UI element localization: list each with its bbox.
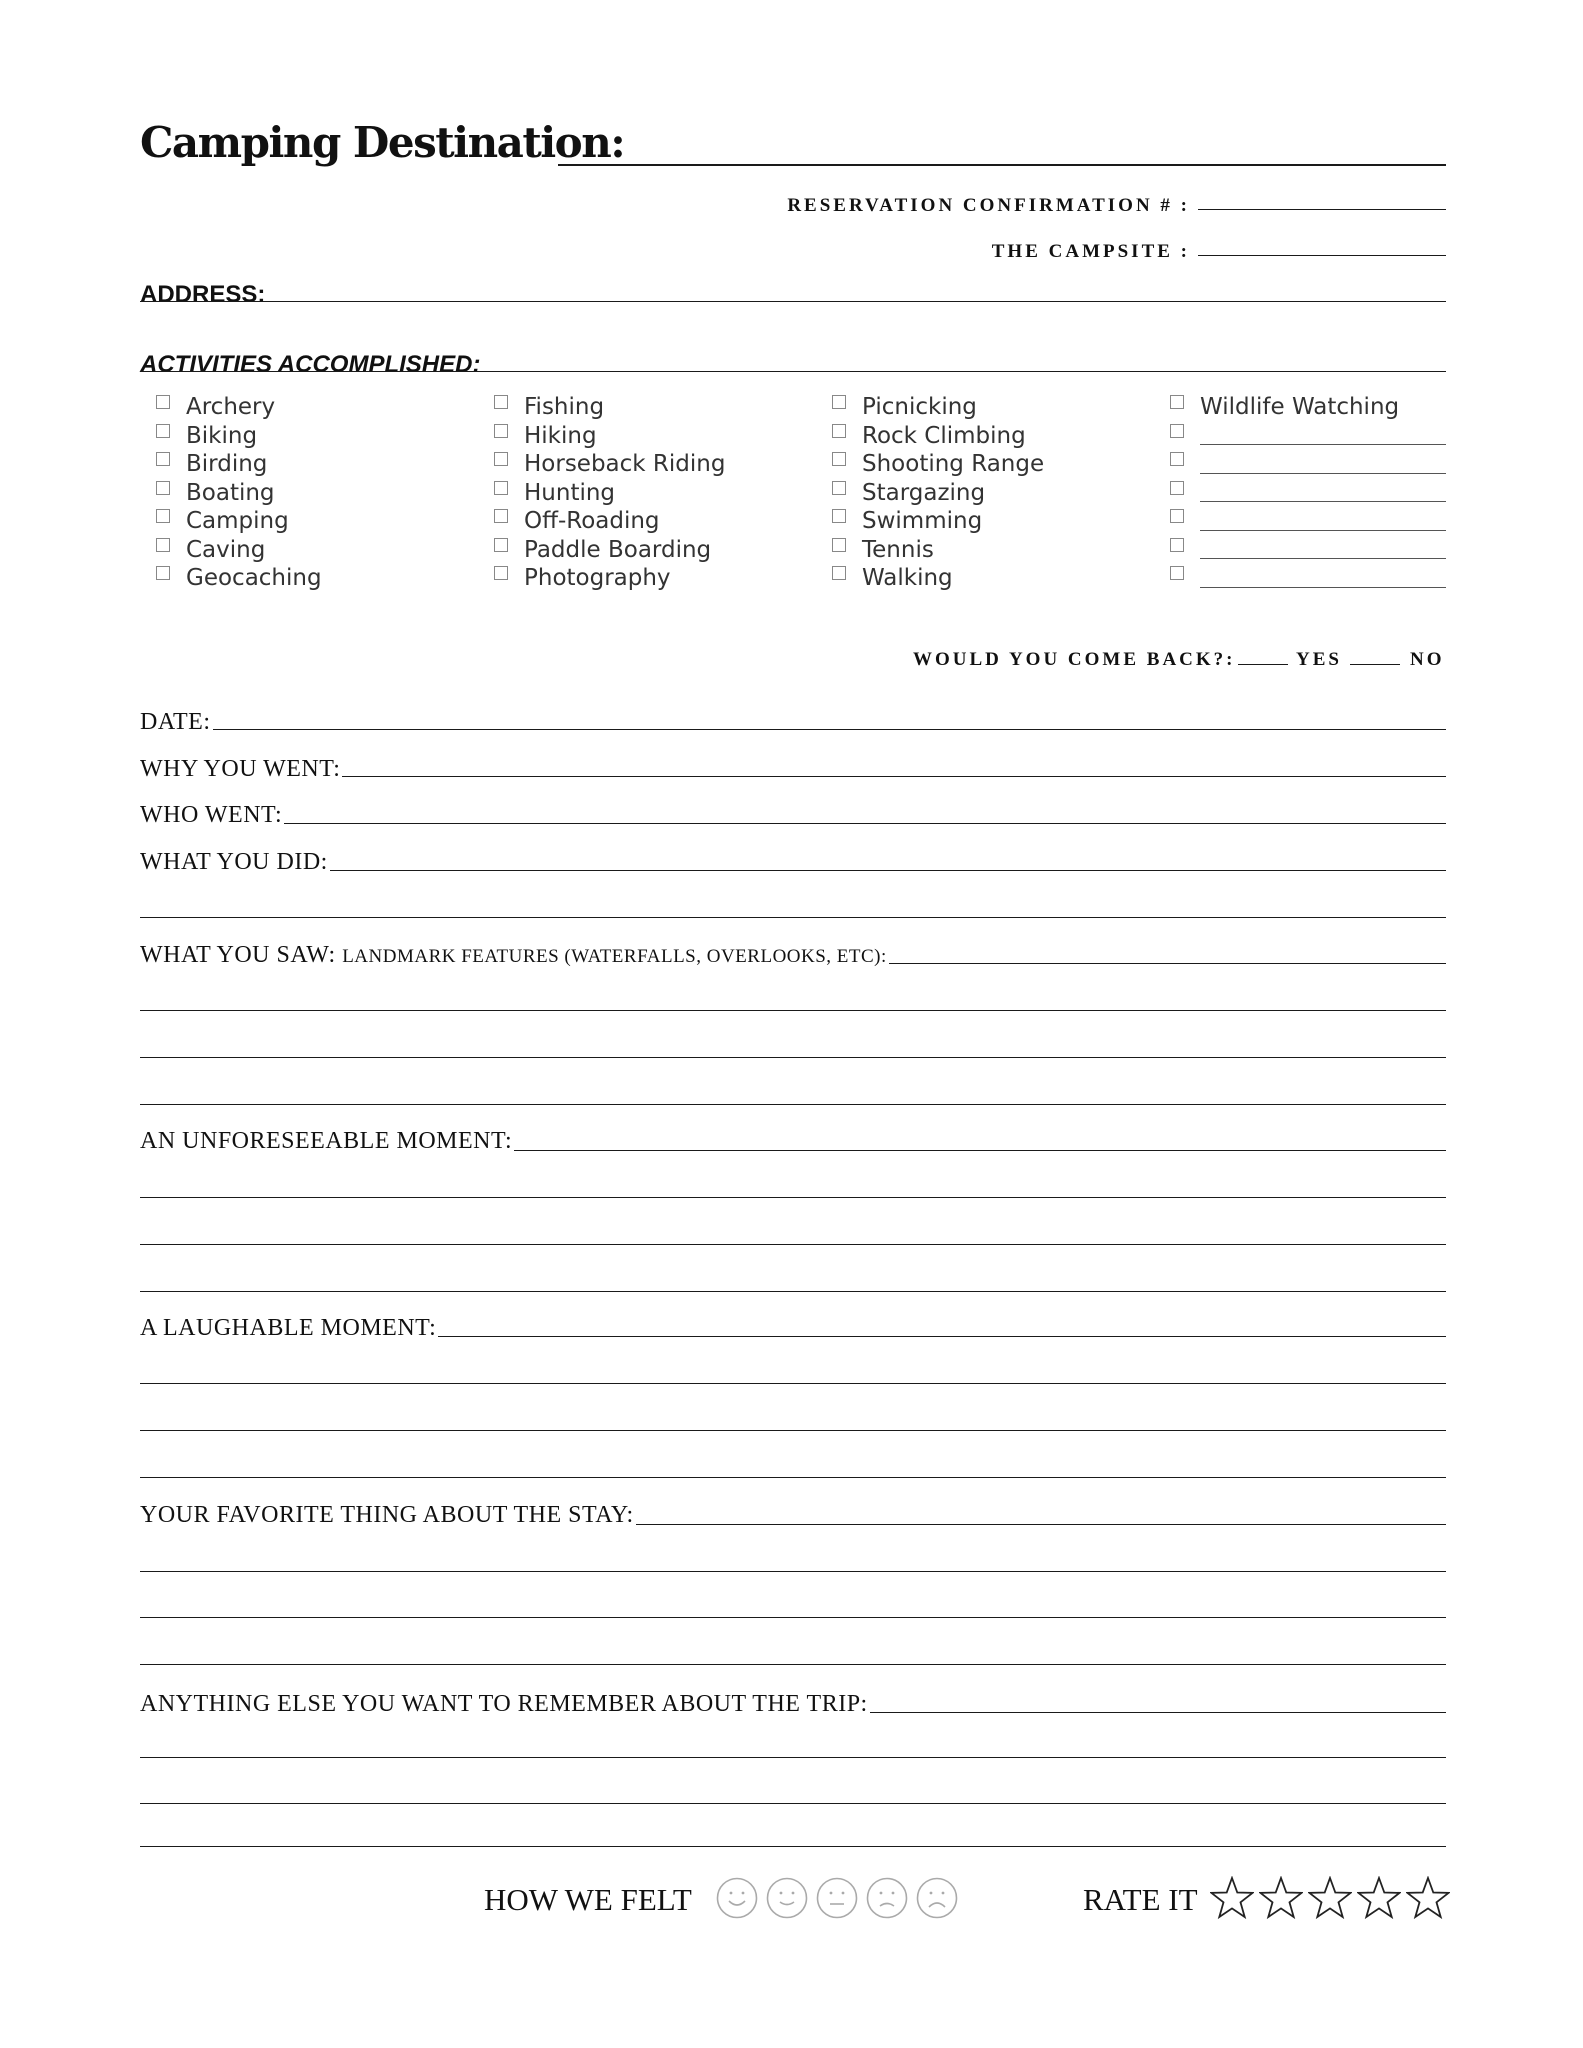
checkbox[interactable] <box>832 395 846 409</box>
checkbox[interactable] <box>156 538 170 552</box>
activity-item[interactable]: Off-Roading <box>478 507 778 536</box>
writing-line[interactable] <box>140 870 1446 871</box>
smile-face-icon[interactable] <box>766 1877 808 1919</box>
writing-line[interactable] <box>140 1057 1446 1058</box>
campsite-label: THE CAMPSITE : <box>991 241 1190 262</box>
why-went-label: WHY YOU WENT: <box>140 756 341 782</box>
writing-line[interactable] <box>140 1104 1446 1105</box>
star-icon[interactable] <box>1259 1876 1303 1920</box>
activity-item[interactable]: Archery <box>140 393 440 422</box>
checkbox[interactable] <box>832 509 846 523</box>
activity-item[interactable]: Hiking <box>478 422 778 451</box>
checkbox[interactable] <box>832 566 846 580</box>
checkbox[interactable] <box>832 424 846 438</box>
what-saw-title: WHAT YOU SAW: <box>140 942 336 968</box>
activity-item[interactable]: Swimming <box>816 507 1116 536</box>
custom-activity-item[interactable] <box>1154 507 1454 536</box>
sad-face-icon[interactable] <box>866 1877 908 1919</box>
checkbox[interactable] <box>156 395 170 409</box>
custom-activity-line[interactable] <box>1200 455 1446 474</box>
checkbox[interactable] <box>1170 481 1184 495</box>
address-label: ADDRESS: <box>140 281 266 308</box>
writing-line[interactable] <box>140 1291 1446 1292</box>
reservation-label: RESERVATION CONFIRMATION # : <box>787 195 1190 216</box>
activity-item[interactable]: Hunting <box>478 479 778 508</box>
come-back-label: WOULD YOU COME BACK?: <box>913 649 1236 670</box>
unforeseeable-label: AN UNFORESEEABLE MOMENT: <box>140 1128 513 1154</box>
frown-face-icon[interactable] <box>916 1877 958 1919</box>
writing-line[interactable] <box>140 1571 1446 1572</box>
activities-column-2 <box>478 393 778 593</box>
activity-item[interactable]: Caving <box>140 536 440 565</box>
checkbox[interactable] <box>494 566 508 580</box>
activity-item[interactable]: Geocaching <box>140 564 440 593</box>
activity-item[interactable]: Camping <box>140 507 440 536</box>
checkbox[interactable] <box>494 395 508 409</box>
what-saw-label <box>140 943 889 967</box>
activity-item[interactable]: Stargazing <box>816 479 1116 508</box>
writing-line[interactable] <box>140 917 1446 918</box>
writing-line[interactable] <box>140 1197 1446 1198</box>
custom-activity-item[interactable] <box>1154 564 1454 593</box>
checkbox[interactable] <box>156 424 170 438</box>
activity-item[interactable]: Paddle Boarding <box>478 536 778 565</box>
star-icon[interactable] <box>1357 1876 1401 1920</box>
checkbox[interactable] <box>1170 566 1184 580</box>
writing-line[interactable] <box>140 1846 1446 1847</box>
checkbox[interactable] <box>494 452 508 466</box>
activity-item[interactable]: Tennis <box>816 536 1116 565</box>
rate-it-label: RATE IT <box>1083 1882 1198 1917</box>
writing-line[interactable] <box>140 729 1446 730</box>
yes-label: YES <box>1296 649 1342 670</box>
custom-activity-item[interactable] <box>1154 422 1454 451</box>
reservation-line[interactable] <box>1198 209 1446 210</box>
writing-line[interactable] <box>140 823 1446 824</box>
star-icon[interactable] <box>1210 1876 1254 1920</box>
checkbox[interactable] <box>156 452 170 466</box>
who-went-label: WHO WENT: <box>140 802 283 828</box>
writing-line[interactable] <box>140 1664 1446 1665</box>
how-we-felt-label: HOW WE FELT <box>484 1882 692 1917</box>
custom-activity-line[interactable] <box>1200 512 1446 531</box>
what-did-label: WHAT YOU DID: <box>140 849 328 875</box>
custom-activity-line[interactable] <box>1200 540 1446 559</box>
checkbox[interactable] <box>494 509 508 523</box>
writing-line[interactable] <box>140 1430 1446 1431</box>
custom-activity-item[interactable] <box>1154 479 1454 508</box>
campsite-line[interactable] <box>1198 255 1446 256</box>
writing-line[interactable] <box>140 1383 1446 1384</box>
star-icon[interactable] <box>1406 1876 1450 1920</box>
checkbox[interactable] <box>1170 395 1184 409</box>
activity-item[interactable]: Boating <box>140 479 440 508</box>
activities-line <box>140 371 1446 372</box>
custom-activity-line[interactable] <box>1200 483 1446 502</box>
activity-item[interactable]: Biking <box>140 422 440 451</box>
checkbox[interactable] <box>156 566 170 580</box>
happy-face-icon[interactable] <box>716 1877 758 1919</box>
checkbox[interactable] <box>156 509 170 523</box>
address-line[interactable] <box>140 301 1446 302</box>
activity-item[interactable]: Horseback Riding <box>478 450 778 479</box>
destination-line[interactable] <box>558 164 1446 166</box>
custom-activity-line[interactable] <box>1200 426 1446 445</box>
checkbox[interactable] <box>494 538 508 552</box>
custom-activity-line[interactable] <box>1200 569 1446 588</box>
writing-line[interactable] <box>140 1757 1446 1758</box>
activity-item[interactable]: Birding <box>140 450 440 479</box>
writing-line[interactable] <box>140 1617 1446 1618</box>
checkbox[interactable] <box>832 538 846 552</box>
checkbox[interactable] <box>1170 509 1184 523</box>
anything-else-label: ANYTHING ELSE YOU WANT TO REMEMBER ABOUT THE TRIP: <box>140 1691 868 1717</box>
activity-item[interactable]: Rock Climbing <box>816 422 1116 451</box>
custom-activity-item[interactable] <box>1154 450 1454 479</box>
activities-column-3 <box>816 393 1116 593</box>
custom-activity-item[interactable] <box>1154 536 1454 565</box>
activity-item[interactable]: Picnicking <box>816 393 1116 422</box>
favorite-label: YOUR FAVORITE THING ABOUT THE STAY: <box>140 1502 634 1528</box>
writing-line[interactable] <box>140 1244 1446 1245</box>
yes-blank[interactable] <box>1238 664 1288 665</box>
checkbox[interactable] <box>494 481 508 495</box>
laughable-label: A LAUGHABLE MOMENT: <box>140 1315 437 1341</box>
no-label: NO <box>1410 649 1445 670</box>
checkbox[interactable] <box>1170 424 1184 438</box>
activity-item[interactable]: Fishing <box>478 393 778 422</box>
activity-item[interactable]: Shooting Range <box>816 450 1116 479</box>
neutral-face-icon[interactable] <box>816 1877 858 1919</box>
date-label: DATE: <box>140 709 211 735</box>
activity-item[interactable]: Wildlife Watching <box>1154 393 1454 422</box>
writing-line[interactable] <box>140 1477 1446 1478</box>
checkbox[interactable] <box>1170 452 1184 466</box>
activities-label: ACTIVITIES ACCOMPLISHED: <box>140 351 481 378</box>
star-icon[interactable] <box>1308 1876 1352 1920</box>
page-title: Camping Destination: <box>140 118 625 167</box>
checkbox[interactable] <box>832 452 846 466</box>
checkbox[interactable] <box>494 424 508 438</box>
what-saw-subtitle: LANDMARK FEATURES (WATERFALLS, OVERLOOKS, ETC): <box>342 946 887 967</box>
no-blank[interactable] <box>1350 664 1400 665</box>
checkbox[interactable] <box>156 481 170 495</box>
activity-item[interactable]: Photography <box>478 564 778 593</box>
checkbox[interactable] <box>832 481 846 495</box>
activity-item[interactable]: Walking <box>816 564 1116 593</box>
writing-line[interactable] <box>140 1803 1446 1804</box>
activities-column-4 <box>1154 393 1454 593</box>
writing-line[interactable] <box>140 1010 1446 1011</box>
activities-column-1 <box>140 393 440 593</box>
checkbox[interactable] <box>1170 538 1184 552</box>
